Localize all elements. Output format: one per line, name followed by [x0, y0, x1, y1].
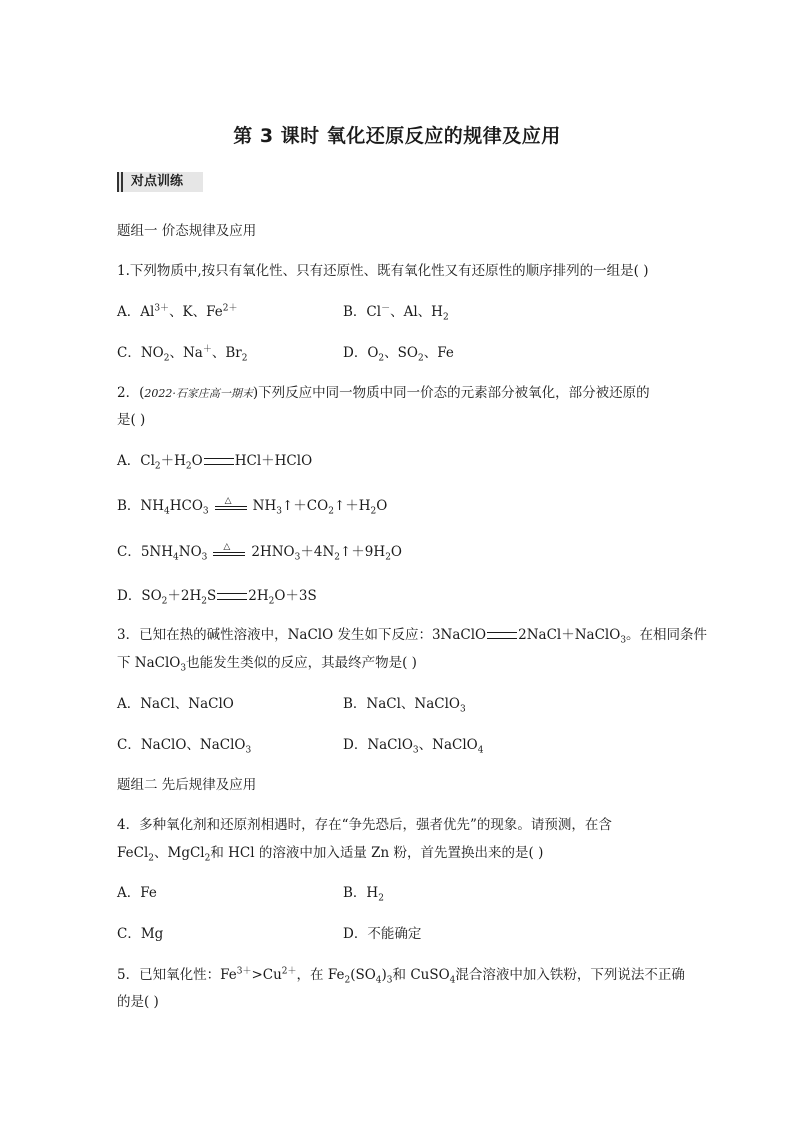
question-4-stem-line-2: FeCl$_2$、MgCl$_2$和 HCl 的溶液中加入适量 Zn 粉，首先置换出来的是( )	[117, 845, 544, 864]
question-4-stem-line-1: 4．多种氧化剂和还原剂相遇时，存在“争先恐后，强者优先”的现象。请预测，在含	[117, 817, 612, 833]
question-1-option-a: A．$Al^{3+}$、K、$Fe^{2+}$	[117, 303, 238, 320]
heat-condition-icon: △	[211, 544, 247, 562]
question-3-stem-line-2: 下 NaClO$_3$也能发生类似的反应，其最终产物是( )	[117, 655, 417, 674]
question-2-option-a: A．$Cl_2+H_2O$ HCl＋HClO	[117, 453, 313, 472]
question-1-option-d: D．$O_2$、$SO_2$、Fe	[343, 345, 454, 364]
group-heading-1: 题组一 价态规律及应用	[117, 223, 257, 239]
question-4-option-b: B．$H_2$	[343, 885, 384, 904]
question-3-option-d: D．NaClO$_3$、NaClO$_4$	[343, 737, 484, 756]
group-heading-2: 题组二 先后规律及应用	[117, 777, 257, 793]
equals-sign-icon	[217, 593, 247, 600]
question-5-stem-line-2: 的是( )	[117, 994, 159, 1010]
question-3-stem-line-1: 3．已知在热的碱性溶液中，NaClO 发生如下反应：3NaClO 2NaCl＋NaClO$_3$。在相同条件	[117, 627, 708, 646]
page-title: 第 3 课时 氧化还原反应的规律及应用	[233, 125, 561, 147]
question-2-stem-line-1: 2．(2022·石家庄高一期末)下列反应中同一物质中同一价态的元素部分被氧化，部分被还原的	[117, 385, 650, 401]
section-tag-label: 对点训练	[131, 174, 184, 189]
question-4-option-c: C．Mg	[117, 926, 164, 942]
question-3-option-a: A．NaCl、NaClO	[117, 696, 234, 712]
question-1-option-b: B．Cl－、Al、$H_2$	[343, 303, 449, 323]
question-5-stem-line-1: 5．已知氧化性：$Fe^{3+}>Cu^{2+}$，在 $Fe_2(SO_4)_3$和 CuSO$_4$混合溶液中加入铁粉，下列说法不正确	[117, 966, 685, 986]
question-2-stem-line-2: 是( )	[117, 412, 146, 428]
heat-condition-icon: △	[213, 498, 249, 516]
question-4-option-d: D．不能确定	[343, 926, 422, 942]
question-2-source: 2022·石家庄高一期末	[144, 387, 253, 400]
equals-sign-icon	[487, 632, 517, 639]
question-3-option-c: C．NaClO、NaClO$_3$	[117, 737, 252, 756]
question-2-option-d: D．$SO_2+2H_2S$ $2H_2O+3S$	[117, 588, 317, 607]
question-2-option-c: C．$5NH_4NO_3$ △ $2HNO_3+4N_2↑+9H_2O$	[117, 541, 402, 563]
equals-sign-icon	[204, 458, 234, 465]
section-tag-bar	[117, 172, 119, 192]
section-tag-bar	[121, 172, 123, 192]
question-1-stem: 1.下列物质中,按只有氧化性、只有还原性、既有氧化性又有还原性的顺序排列的一组是( )	[117, 263, 649, 279]
question-2-option-b: B．$NH_4HCO_3$ △ $NH_3↑+CO_2↑+H_2O$	[117, 495, 388, 517]
question-4-option-a: A．Fe	[117, 885, 157, 901]
question-1-option-c: C．$NO_2$、Na＋、$Br_2$	[117, 344, 248, 364]
question-3-option-b: B．NaCl、NaClO$_3$	[343, 696, 466, 715]
